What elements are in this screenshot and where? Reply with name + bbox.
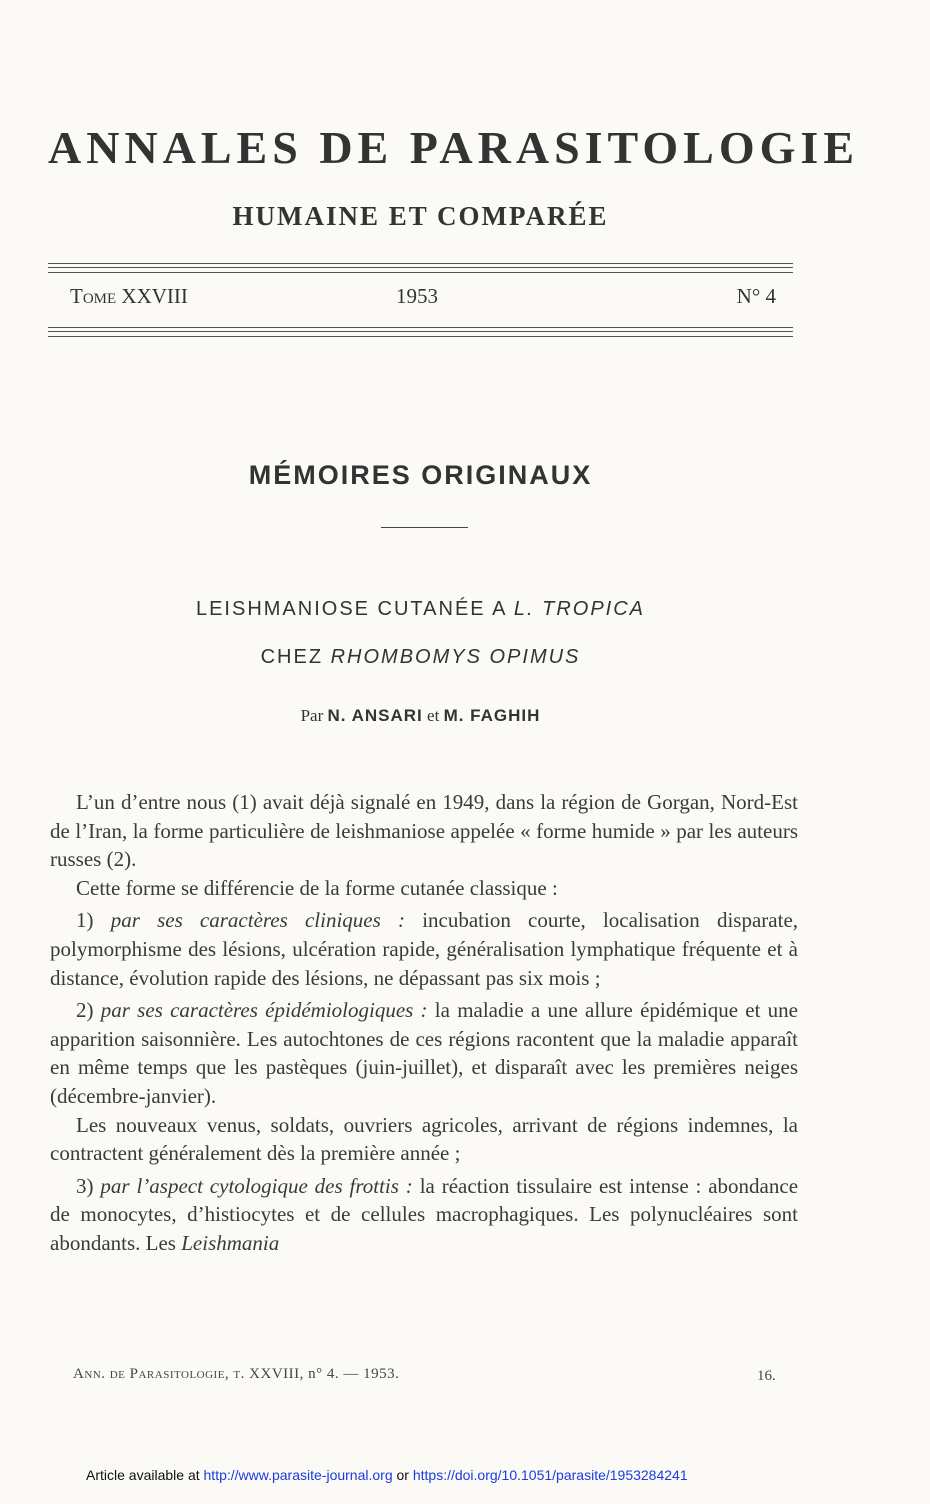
page-number: 16. (757, 1368, 776, 1384)
byline-conjunction: et (427, 706, 440, 725)
author-name: M. FAGHIH (443, 706, 541, 725)
section-divider (381, 527, 468, 528)
paragraph (50, 996, 798, 1110)
article-body (50, 788, 798, 1258)
article-title-host: RHOMBOMYS OPIMUS (330, 646, 581, 668)
issue-year: 1953 (396, 284, 438, 308)
list-heading: par ses caractères épidémiologiques : (100, 998, 428, 1023)
list-heading: par ses caractères cliniques : (110, 908, 405, 933)
author-name: N. ANSARI (327, 706, 423, 725)
availability-middle: or (396, 1467, 409, 1483)
article-title-text: CHEZ (260, 646, 331, 668)
genus-name: Leishmania (181, 1230, 280, 1255)
doi-link[interactable]: https://doi.org/10.1051/parasite/1953284241 (412, 1467, 688, 1483)
section-heading: MÉMOIRES ORIGINAUX (248, 460, 593, 490)
issue-number: N° 4 (736, 284, 776, 308)
byline (48, 706, 793, 726)
list-heading: par l’aspect cytologique des frottis : (100, 1173, 413, 1198)
byline-prefix: Par (300, 706, 324, 725)
article-title-line-2 (48, 646, 793, 669)
journal-reference (73, 1366, 399, 1383)
issue-bar (70, 284, 776, 314)
header-rule-bottom-2 (48, 331, 793, 332)
reference-journal: Ann. de Parasitologie, t. (73, 1366, 245, 1382)
list-number: 3) (76, 1173, 94, 1198)
header-rule-top-3 (48, 272, 793, 273)
journal-title: ANNALES DE PARASITOLOGIE (48, 122, 860, 173)
journal-subtitle: HUMAINE ET COMPARÉE (232, 201, 609, 231)
journal-link[interactable]: http://www.parasite-journal.org (203, 1467, 393, 1483)
header-rule-bottom-1 (48, 327, 793, 328)
article-title-species: L. TROPICA (513, 598, 646, 620)
header-rule-bottom-3 (48, 336, 793, 337)
availability-line (86, 1467, 688, 1483)
article-title-line-1 (48, 598, 793, 621)
list-text: incubation courte, localisation disparate, polymorphisme des lésions, ulcération rapide, généralisation lymphatique fréquente et à distance, évolution rapide des lésions, ne dépassant pas six mois ; (50, 908, 799, 990)
list-number: 2) (76, 998, 94, 1023)
paragraph: L’un d’entre nous (1) avait déjà signalé en 1949, dans la région de Gorgan, Nord-Est de l’Iran, la forme particulière de leishmaniose appelée « forme humide » par les auteurs russes (2). (50, 790, 798, 872)
list-text: la maladie a une allure épidémique et une apparition saisonnière. Les autochtones de ces régions racontent que la maladie apparaît en même temps que les pastèques (juin-juillet), et disparaît avec les premières neiges (décembre-janvier). (50, 998, 799, 1108)
list-text: la réaction tissulaire est intense : abondance de monocytes, d’histiocytes et de cellules macrophagiques. Les polynucléaires sont abondants. Les (50, 1173, 799, 1255)
paragraph (50, 1172, 798, 1258)
paragraph: Les nouveaux venus, soldats, ouvriers agricoles, arrivant de régions indemnes, la contractent généralement dès la première année ; (50, 1112, 798, 1166)
availability-prefix: Article available at (86, 1467, 200, 1483)
header-rule-top-2 (48, 267, 793, 268)
header-rule-top-1 (48, 263, 793, 264)
list-number: 1) (76, 908, 94, 933)
paragraph (50, 906, 798, 992)
reference-volume: XXVIII, n° 4. — 1953. (249, 1366, 400, 1382)
article-title-text: LEISHMANIOSE CUTANÉE A (195, 598, 514, 620)
tome-number: Tome XXVIII (70, 284, 188, 308)
paragraph: Cette forme se différencie de la forme cutanée classique : (76, 875, 558, 900)
